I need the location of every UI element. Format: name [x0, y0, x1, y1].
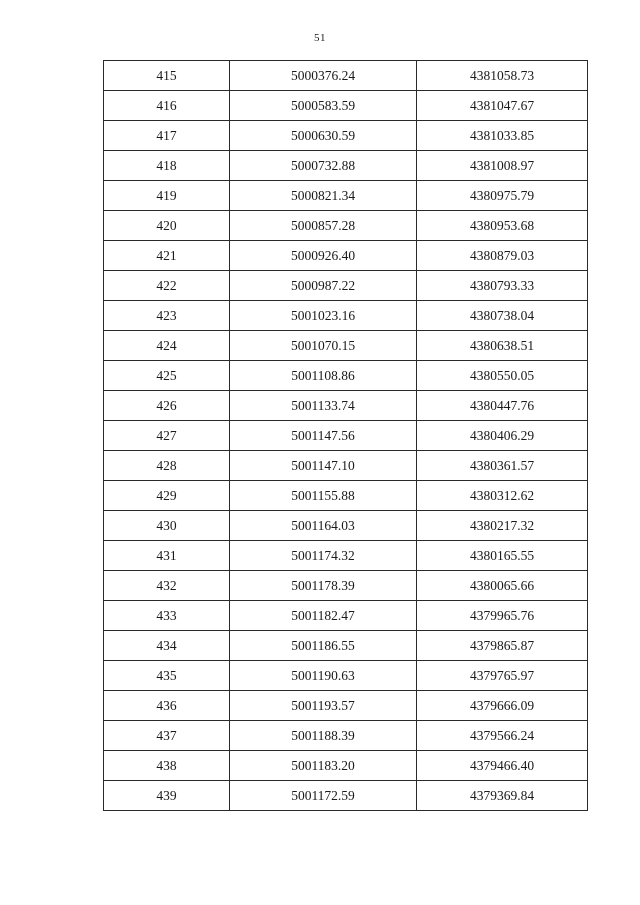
table-row	[104, 511, 588, 541]
x-coordinate-cell: 5001188.39	[230, 721, 417, 751]
point-number-cell: 436	[104, 691, 230, 721]
table-row	[104, 241, 588, 271]
point-number-cell: 425	[104, 361, 230, 391]
y-coordinate-cell: 4380406.29	[417, 421, 588, 451]
point-number-cell: 432	[104, 571, 230, 601]
y-coordinate-cell: 4379466.40	[417, 751, 588, 781]
table-row	[104, 601, 588, 631]
y-coordinate-cell: 4380165.55	[417, 541, 588, 571]
x-coordinate-cell: 5000732.88	[230, 151, 417, 181]
table-row	[104, 91, 588, 121]
x-coordinate-cell: 5000376.24	[230, 61, 417, 91]
x-coordinate-cell: 5001147.10	[230, 451, 417, 481]
table-row	[104, 421, 588, 451]
x-coordinate-cell: 5000583.59	[230, 91, 417, 121]
y-coordinate-cell: 4379566.24	[417, 721, 588, 751]
x-coordinate-cell: 5001108.86	[230, 361, 417, 391]
x-coordinate-cell: 5001174.32	[230, 541, 417, 571]
table-row	[104, 331, 588, 361]
point-number-cell: 422	[104, 271, 230, 301]
y-coordinate-cell: 4380447.76	[417, 391, 588, 421]
table-row	[104, 751, 588, 781]
y-coordinate-cell: 4380879.03	[417, 241, 588, 271]
table-row	[104, 181, 588, 211]
y-coordinate-cell: 4379369.84	[417, 781, 588, 811]
x-coordinate-cell: 5001186.55	[230, 631, 417, 661]
table-row	[104, 121, 588, 151]
y-coordinate-cell: 4381047.67	[417, 91, 588, 121]
point-number-cell: 424	[104, 331, 230, 361]
x-coordinate-cell: 5000987.22	[230, 271, 417, 301]
x-coordinate-cell: 5001133.74	[230, 391, 417, 421]
x-coordinate-cell: 5001172.59	[230, 781, 417, 811]
x-coordinate-cell: 5001178.39	[230, 571, 417, 601]
point-number-cell: 418	[104, 151, 230, 181]
y-coordinate-cell: 4379666.09	[417, 691, 588, 721]
y-coordinate-cell: 4380217.32	[417, 511, 588, 541]
y-coordinate-cell: 4380738.04	[417, 301, 588, 331]
x-coordinate-cell: 5001164.03	[230, 511, 417, 541]
point-number-cell: 429	[104, 481, 230, 511]
table-row	[104, 781, 588, 811]
point-number-cell: 416	[104, 91, 230, 121]
y-coordinate-cell: 4379865.87	[417, 631, 588, 661]
table-row	[104, 541, 588, 571]
point-number-cell: 434	[104, 631, 230, 661]
y-coordinate-cell: 4380953.68	[417, 211, 588, 241]
table-row	[104, 151, 588, 181]
point-number-cell: 417	[104, 121, 230, 151]
x-coordinate-cell: 5001070.15	[230, 331, 417, 361]
x-coordinate-cell: 5001147.56	[230, 421, 417, 451]
point-number-cell: 426	[104, 391, 230, 421]
point-number-cell: 439	[104, 781, 230, 811]
x-coordinate-cell: 5001155.88	[230, 481, 417, 511]
point-number-cell: 433	[104, 601, 230, 631]
y-coordinate-cell: 4381033.85	[417, 121, 588, 151]
table-row	[104, 391, 588, 421]
y-coordinate-cell: 4380638.51	[417, 331, 588, 361]
coordinate-table-body	[104, 61, 588, 811]
table-row	[104, 661, 588, 691]
table-row	[104, 301, 588, 331]
y-coordinate-cell: 4379765.97	[417, 661, 588, 691]
y-coordinate-cell: 4380793.33	[417, 271, 588, 301]
y-coordinate-cell: 4380361.57	[417, 451, 588, 481]
x-coordinate-cell: 5001182.47	[230, 601, 417, 631]
table-row	[104, 361, 588, 391]
y-coordinate-cell: 4381008.97	[417, 151, 588, 181]
point-number-cell: 423	[104, 301, 230, 331]
table-row	[104, 481, 588, 511]
y-coordinate-cell: 4381058.73	[417, 61, 588, 91]
x-coordinate-cell: 5001183.20	[230, 751, 417, 781]
point-number-cell: 428	[104, 451, 230, 481]
x-coordinate-cell: 5000926.40	[230, 241, 417, 271]
y-coordinate-cell: 4379965.76	[417, 601, 588, 631]
x-coordinate-cell: 5000821.34	[230, 181, 417, 211]
point-number-cell: 419	[104, 181, 230, 211]
point-number-cell: 430	[104, 511, 230, 541]
x-coordinate-cell: 5001023.16	[230, 301, 417, 331]
x-coordinate-cell: 5001193.57	[230, 691, 417, 721]
y-coordinate-cell: 4380065.66	[417, 571, 588, 601]
point-number-cell: 415	[104, 61, 230, 91]
point-number-cell: 420	[104, 211, 230, 241]
table-row	[104, 211, 588, 241]
point-number-cell: 435	[104, 661, 230, 691]
x-coordinate-cell: 5001190.63	[230, 661, 417, 691]
point-number-cell: 421	[104, 241, 230, 271]
x-coordinate-cell: 5000630.59	[230, 121, 417, 151]
x-coordinate-cell: 5000857.28	[230, 211, 417, 241]
table-row	[104, 631, 588, 661]
table-row	[104, 271, 588, 301]
point-number-cell: 427	[104, 421, 230, 451]
table-row	[104, 61, 588, 91]
y-coordinate-cell: 4380975.79	[417, 181, 588, 211]
y-coordinate-cell: 4380550.05	[417, 361, 588, 391]
coordinate-table	[103, 60, 588, 811]
table-row	[104, 571, 588, 601]
page-number: 51	[314, 32, 326, 44]
point-number-cell: 437	[104, 721, 230, 751]
y-coordinate-cell: 4380312.62	[417, 481, 588, 511]
point-number-cell: 438	[104, 751, 230, 781]
point-number-cell: 431	[104, 541, 230, 571]
table-row	[104, 691, 588, 721]
table-row	[104, 721, 588, 751]
table-row	[104, 451, 588, 481]
